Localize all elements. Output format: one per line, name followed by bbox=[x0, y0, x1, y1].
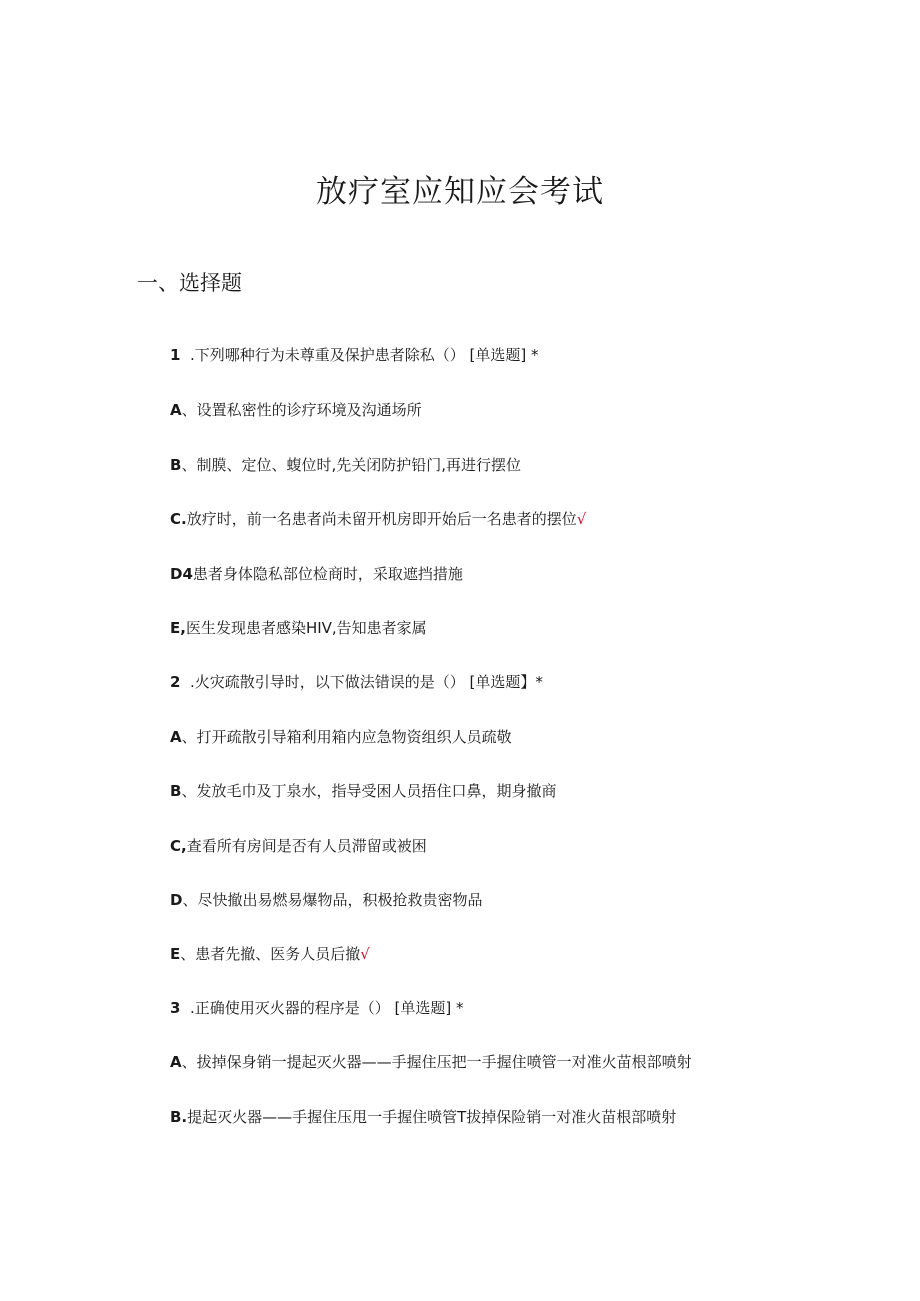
option-2a[interactable] bbox=[170, 727, 512, 747]
option-label: A bbox=[170, 401, 182, 419]
question-number: 2 bbox=[170, 673, 181, 691]
question-2 bbox=[170, 672, 543, 692]
correct-check-icon: √ bbox=[360, 945, 370, 963]
option-text: 、尽快撤出易燃易爆物品，积极抢救贵密物品 bbox=[182, 891, 483, 909]
option-text: 医生发现患者感染HIV,告知患者家属 bbox=[185, 619, 427, 637]
question-text: .火灾疏散引导时，以下做法错误的是（） [单选题】* bbox=[190, 673, 543, 691]
option-label: B. bbox=[170, 1108, 188, 1126]
question-text: .下列哪种行为未尊重及保护患者除私（） [单选题] * bbox=[190, 346, 539, 364]
option-label: E, bbox=[170, 619, 186, 637]
option-2c[interactable] bbox=[170, 836, 427, 856]
option-text: 、设置私密性的诊疗环境及沟通场所 bbox=[181, 401, 422, 419]
correct-check-icon: √ bbox=[576, 510, 587, 528]
option-label: D4 bbox=[170, 565, 193, 583]
option-label: C. bbox=[170, 510, 187, 528]
option-2d[interactable] bbox=[170, 890, 482, 910]
question-1 bbox=[170, 345, 539, 365]
option-1a[interactable] bbox=[170, 400, 422, 420]
option-label: A bbox=[170, 728, 182, 746]
option-text: 、发放毛巾及丁泉水，指导受困人员捂住口鼻，期身撤商 bbox=[181, 782, 557, 800]
option-text: 、拔掉保身销一提起灭火器——手握住压把一手握住喷管一对准火苗根部喷射 bbox=[181, 1053, 692, 1071]
option-1e[interactable] bbox=[170, 618, 427, 638]
option-label: D bbox=[170, 891, 183, 909]
document-title: 放疗室应知应会考试 bbox=[316, 174, 604, 210]
option-label: C, bbox=[170, 837, 187, 855]
option-text: 、打开疏散引导箱利用箱内应急物资组织人员疏敬 bbox=[181, 728, 512, 746]
option-text: 患者身体隐私部位检商时，采取遮挡措施 bbox=[192, 565, 463, 583]
option-label: B bbox=[170, 456, 182, 474]
option-text: 提起灭火器——手握住压甩一手握住喷管T拔掉保险销一对准火苗根部喷射 bbox=[187, 1108, 677, 1126]
option-3a[interactable] bbox=[170, 1052, 692, 1072]
option-2e[interactable] bbox=[170, 944, 370, 964]
option-label: E bbox=[170, 945, 181, 963]
question-3 bbox=[170, 998, 464, 1018]
option-text: 放疗时，前一名患者尚未留开机房即开始后一名患者的摆位 bbox=[186, 510, 577, 528]
section-heading: 一、选择题 bbox=[137, 271, 242, 295]
option-label: B bbox=[170, 782, 182, 800]
option-text: 查看所有房间是否有人员滞留或被困 bbox=[186, 837, 427, 855]
question-text: .正确使用灭火器的程序是（） [单选题] * bbox=[190, 999, 464, 1017]
question-number: 1 bbox=[170, 346, 181, 364]
option-text: 、患者先撤、医务人员后撤 bbox=[180, 945, 361, 963]
option-3b[interactable] bbox=[170, 1107, 676, 1127]
option-1d[interactable] bbox=[170, 564, 463, 584]
option-2b[interactable] bbox=[170, 781, 556, 801]
option-1b[interactable] bbox=[170, 455, 521, 475]
option-1c[interactable] bbox=[170, 509, 586, 529]
option-text: 、制膜、定位、蝮位时,先关闭防护铅门,再进行摆位 bbox=[181, 456, 521, 474]
question-number: 3 bbox=[170, 999, 181, 1017]
option-label: A bbox=[170, 1053, 182, 1071]
